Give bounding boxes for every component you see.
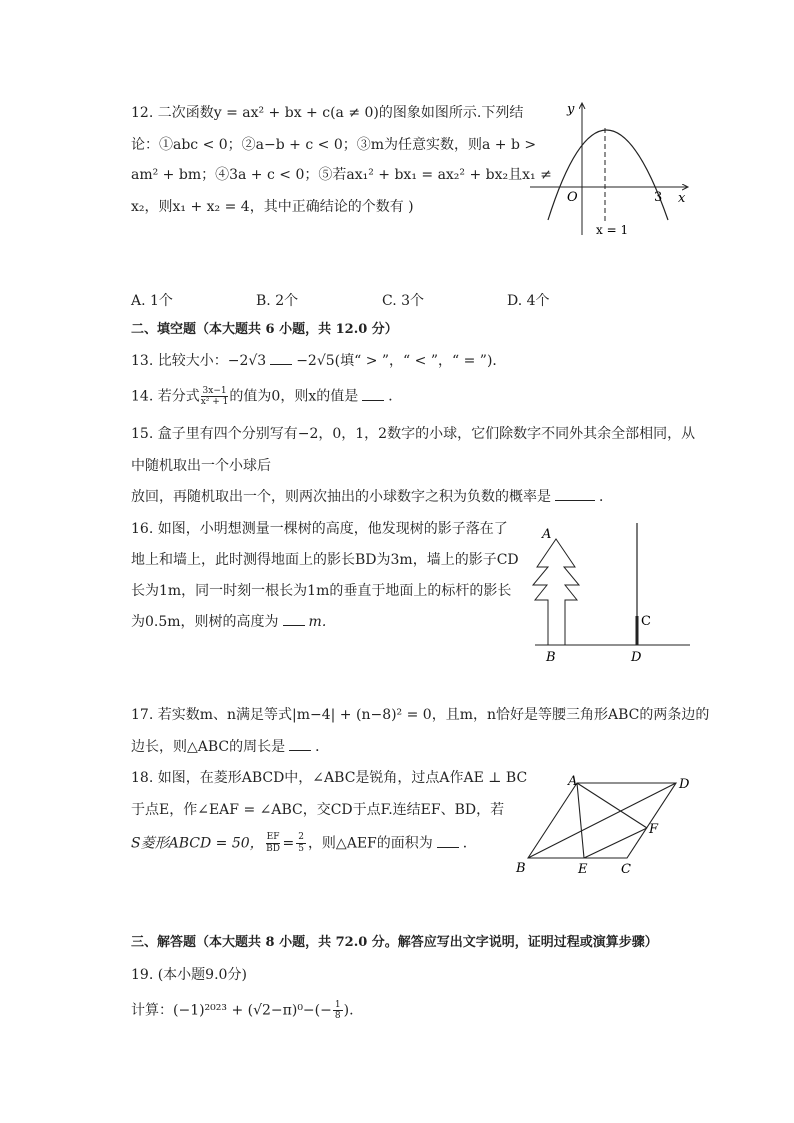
q16-line4 [131, 612, 326, 632]
q15-line3 [131, 487, 613, 507]
q12-option-b: B. 2个 [256, 293, 299, 309]
q18-frac2-den: 5 [298, 844, 304, 854]
parabola-curve [548, 130, 668, 220]
q18-blank [437, 834, 459, 848]
q16-line2: 地上和墙上，此时测得地面上的影长BD为3m，墙上的影子CD [131, 552, 519, 568]
q13-after: −2√5(填“ > ”，“ < ”，“ = ”)． [296, 353, 507, 369]
rhombus-figure [510, 770, 700, 880]
q12-option-a: A. 1个 [131, 293, 173, 309]
root-label: 3 [654, 190, 663, 205]
q14-fraction [201, 386, 229, 407]
q15-line2: 中随机取出一个小球后 [131, 458, 271, 474]
q18-after: ，则△AEF的面积为 [307, 835, 433, 852]
fig16-label-d: D [631, 650, 642, 665]
y-label: y [567, 102, 575, 117]
tree-shape [533, 539, 579, 645]
q17-blank [289, 737, 311, 751]
q16-end: m. [308, 614, 327, 630]
section-3-title: 三、解答题（本大题共 8 小题，共 72.0 分。解答应写出文字说明，证明过程或演算步骤） [131, 935, 658, 950]
q14-before: 14. 若分式 [131, 388, 200, 405]
fig18-label-c: C [621, 862, 631, 877]
fig18-label-e: E [578, 862, 588, 877]
q16-line1: 16. 如图，小明想测量一棵树的高度，他发现树的影子落在了 [131, 521, 508, 537]
q17-line1: 17. 若实数m、n满足等式|m−4| + (n−8)² = 0，且m，n恰好是等腰三角形ABC的两条边的 [131, 707, 710, 723]
segment-ef [584, 828, 647, 858]
q12-option-d: D. 4个 [507, 293, 550, 309]
fig18-label-b: B [516, 861, 526, 876]
fig16-label-b: B [546, 650, 556, 665]
fig18-label-d: D [679, 777, 690, 792]
tree-shadow-figure [525, 518, 695, 668]
q14-frac-num: 3x−1 [202, 386, 227, 396]
q14-blank [362, 387, 384, 401]
q12-option-c: C. 3个 [382, 293, 425, 309]
fig16-label-a: A [542, 527, 552, 542]
q18-frac1-den: BD [266, 844, 280, 854]
q19-frac-den: 8 [334, 1011, 341, 1021]
q19-calc [131, 1000, 354, 1026]
q14-frac-den: x² + 1 [200, 397, 229, 407]
q19-fraction [333, 1000, 343, 1021]
q12-line1: 12. 二次函数y = ax² + bx + c(a ≠ 0)的图象如图所示.下列结 [131, 105, 524, 121]
q14-after: 的值为0，则x的值是 [229, 388, 359, 405]
q17-line2 [131, 737, 329, 757]
q18-fraction-2-5 [296, 832, 306, 855]
q15-end: ． [599, 489, 613, 505]
q14 [131, 386, 402, 412]
section-2-title: 二、填空题（本大题共 6 小题，共 12.0 分） [131, 322, 398, 337]
q18-equals: = [282, 835, 295, 852]
q18-line3 [131, 832, 477, 860]
segment-bd [528, 783, 676, 858]
q15-line3-text: 放回，再随机取出一个，则两次抽出的小球数字之积为负数的概率是 [131, 489, 551, 505]
q16-line4-text: 为0.5m，则树的高度为 [131, 614, 279, 630]
q18-end: ． [462, 835, 477, 852]
q12-line4: x₂，则x₁ + x₂ = 4，其中正确结论的个数有 ) [131, 199, 414, 215]
q13 [131, 351, 506, 371]
q19-calc-prefix: 计算：(−1)²⁰²³ + (√2−π)⁰−(− [131, 1002, 332, 1019]
q12-line3: am² + bm；④3a + c < 0；⑤若ax₁² + bx₁ = ax₂² + bx₂且x₁ ≠ [131, 167, 552, 183]
origin-label: O [567, 190, 578, 205]
q17-line2-text: 边长，则△ABC的周长是 [131, 739, 286, 755]
q14-end: ． [388, 388, 403, 405]
q16-blank [283, 612, 305, 626]
segment-af [577, 783, 647, 828]
q18-frac2-num: 2 [298, 832, 304, 842]
parabola-graph [520, 95, 695, 240]
segment-ae [577, 783, 584, 858]
q16-line3: 长为1m，同一时刻一根长为1m的垂直于地面上的标杆的影长 [131, 583, 512, 599]
axis-label: x = 1 [596, 223, 629, 237]
q15-blank [555, 487, 595, 501]
q18-area-label: S菱形ABCD = 50， [131, 835, 264, 852]
fig18-label-a: A [568, 774, 578, 789]
q19-line1: 19. (本小题9.0分) [131, 967, 247, 983]
q19-frac-num: 1 [334, 1000, 341, 1010]
q18-line1: 18. 如图，在菱形ABCD中，∠ABC是锐角，过点A作AE ⊥ BC [131, 770, 528, 786]
fig18-label-f: F [649, 822, 659, 837]
q19-calc-suffix: ). [343, 1002, 354, 1019]
x-label: x [678, 191, 686, 206]
fig16-label-c: C [641, 614, 651, 629]
q17-end: ． [315, 739, 330, 755]
q15-line1: 15. 盒子里有四个分别写有−2，0，1，2数字的小球，它们除数字不同外其余全部相同，从 [131, 426, 696, 442]
q12-line2: 论：①abc < 0；②a−b + c < 0；③m为任意实数，则a + b > [131, 137, 537, 153]
q18-fraction-ef-bd [266, 832, 281, 855]
q18-frac1-num: EF [266, 832, 280, 842]
q13-before: 13. 比较大小：−2√3 [131, 353, 267, 369]
q18-line2: 于点E，作∠EAF = ∠ABC，交CD于点F.连结EF、BD，若 [131, 802, 505, 818]
q13-blank [270, 351, 292, 365]
